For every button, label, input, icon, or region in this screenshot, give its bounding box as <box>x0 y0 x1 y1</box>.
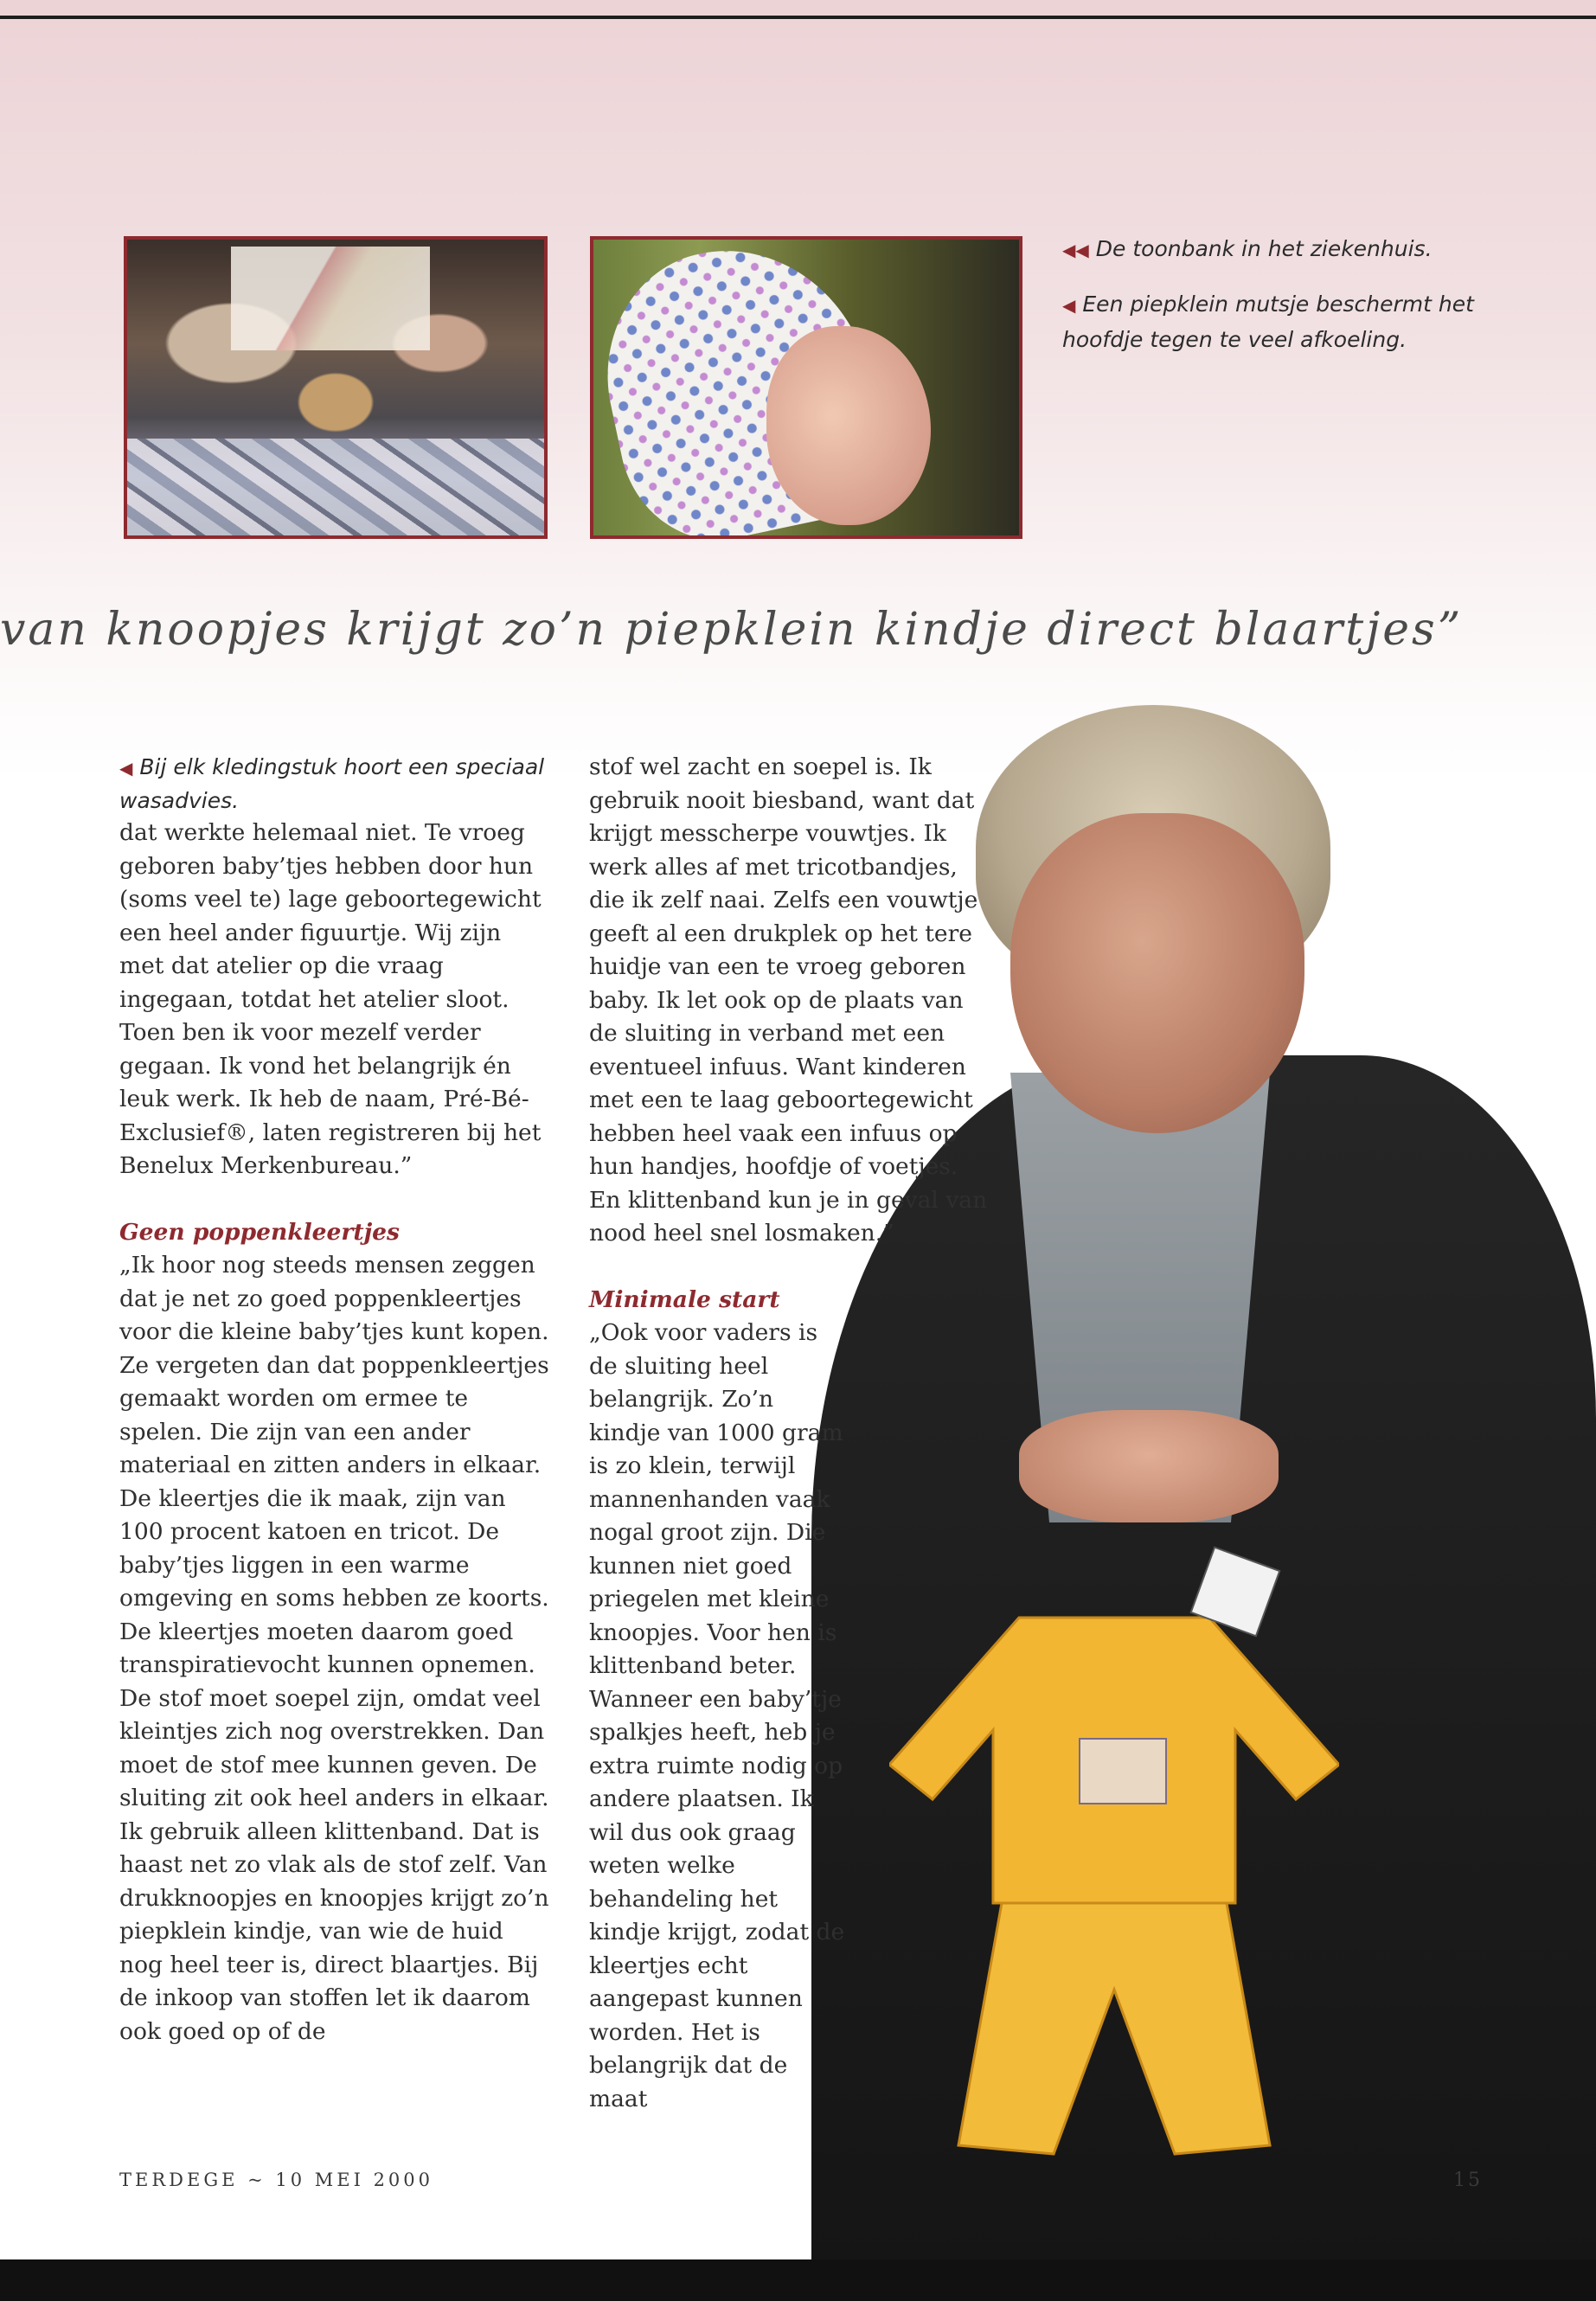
page-number: 15 <box>1453 2170 1483 2191</box>
arrow-left-icon: ◀ <box>1062 295 1076 316</box>
caption-kledingstuk <box>119 751 552 817</box>
photo-baby-face <box>766 326 931 525</box>
photo-baby-cap <box>590 236 1022 539</box>
column-left <box>119 751 552 2048</box>
subhead-poppenkleertjes: Geen poppenkleertjes <box>119 1218 400 1246</box>
double-arrow-left-icon: ◀◀ <box>1062 240 1089 260</box>
top-rule <box>0 16 1596 19</box>
column2-intro: stof wel zacht en soepel is. Ik gebruik nooit biesband, want dat krijgt messcherpe vouwtjes. Ik werk alles af met tricotbandjes, die ik zelf naai. Zelfs een vouwtje geeft al een drukplek op het tere huidje van een te vroeg geboren baby. Ik let ook op de plaats van de sluiting in verband met een eventueel infuus. Want kinderen met een te laag geboortegewicht hebben heel vaak een infuus op hun handjes, hoofdje of voetjes. En klittenband kun je in geval van nood heel snel losmaken.” <box>589 753 988 1247</box>
photo-face <box>1010 813 1304 1133</box>
caption-text: De toonbank in het ziekenhuis. <box>1095 236 1433 261</box>
column-right <box>589 751 996 2116</box>
photo-window <box>231 247 430 350</box>
caption-toonbank <box>1062 232 1512 267</box>
garment-patch <box>1080 1739 1166 1804</box>
footer-publication: TERDEGE ~ 10 MEI 2000 <box>119 2170 434 2190</box>
subhead-minimale-start: Minimale start <box>589 1285 780 1313</box>
bottom-rule <box>0 2259 1596 2301</box>
photo-hospital-counter <box>124 236 548 539</box>
column1-body: „Ik hoor nog steeds mensen zeggen dat je net zo goed poppenkleertjes voor die kleine baby’tjes kunt kopen. Ze vergeten dan dat poppenkleertjes gemaakt worden om ermee te spelen. Die zijn van een ander materiaal en zitten anders in elkaar. De kleertjes die ik maak, zijn van 100 procent katoen en tricot. De baby’tjes liggen in een warme omgeving en soms hebben ze koorts. De kleertjes moeten daarom goed transpiratievocht kunnen opnemen. De stof moet soepel zijn, omdat veel kleintjes zich nog overstrekken. Dan moet de stof mee kunnen geven. De sluiting zit ook heel anders in elkaar. Ik gebruik alleen klittenband. Dat is haast net zo vlak als de stof zelf. Van drukknoopjes en knoopjes krijgt zo’n piepklein kindje, van wie de huid nog heel teer is, direct blaartjes. Bij de inkoop van stoffen let ik daarom ook goed op of de <box>119 1252 549 2045</box>
arrow-left-icon: ◀ <box>119 758 133 779</box>
photo-hand <box>1019 1410 1279 1522</box>
column1-intro: dat werkte helemaal niet. Te vroeg geboren baby’tjes hebben door hun (soms veel te) lage geboortegewicht een heel ander figuurtje. Wij zijn met dat atelier op die vraag ingegaan, totdat het atelier sloot. Toen ben ik voor mezelf verder gegaan. Ik vond het belangrijk én leuk werk. Ik heb de naam, Pré-Bé-Exclusief®, laten registreren bij het Benelux Merkenbureau.” <box>119 819 542 1179</box>
column2-body: „Ook voor vaders is de sluiting heel belangrijk. Zo’n kindje van 1000 gram is zo klein, terwijl mannenhanden vaak nogal groot zijn. Die kunnen niet goed priegelen met kleine knoopjes. Voor hen is klittenband beter. Wanneer een baby’tje spalkjes heeft, heb je extra ruimte nodig op andere plaatsen. Ik wil dus ook graag weten welke behandeling het kindje krijgt, zodat de kleertjes echt aangepast kunnen worden. Het is belangrijk dat de maat <box>589 1319 845 2112</box>
pull-quote: van knoopjes krijgt zo’n piepklein kindje direct blaartjes” <box>0 604 1464 656</box>
caption-text: Een piepklein mutsje beschermt het hoofdje tegen te veel afkoeling. <box>1062 292 1474 352</box>
caption-text: Bij elk kledingstuk hoort een speciaal wasadvies. <box>119 754 545 813</box>
garment-trousers <box>958 1903 1270 2154</box>
caption-mutsje <box>1062 287 1512 356</box>
photo-clothes <box>127 439 544 535</box>
